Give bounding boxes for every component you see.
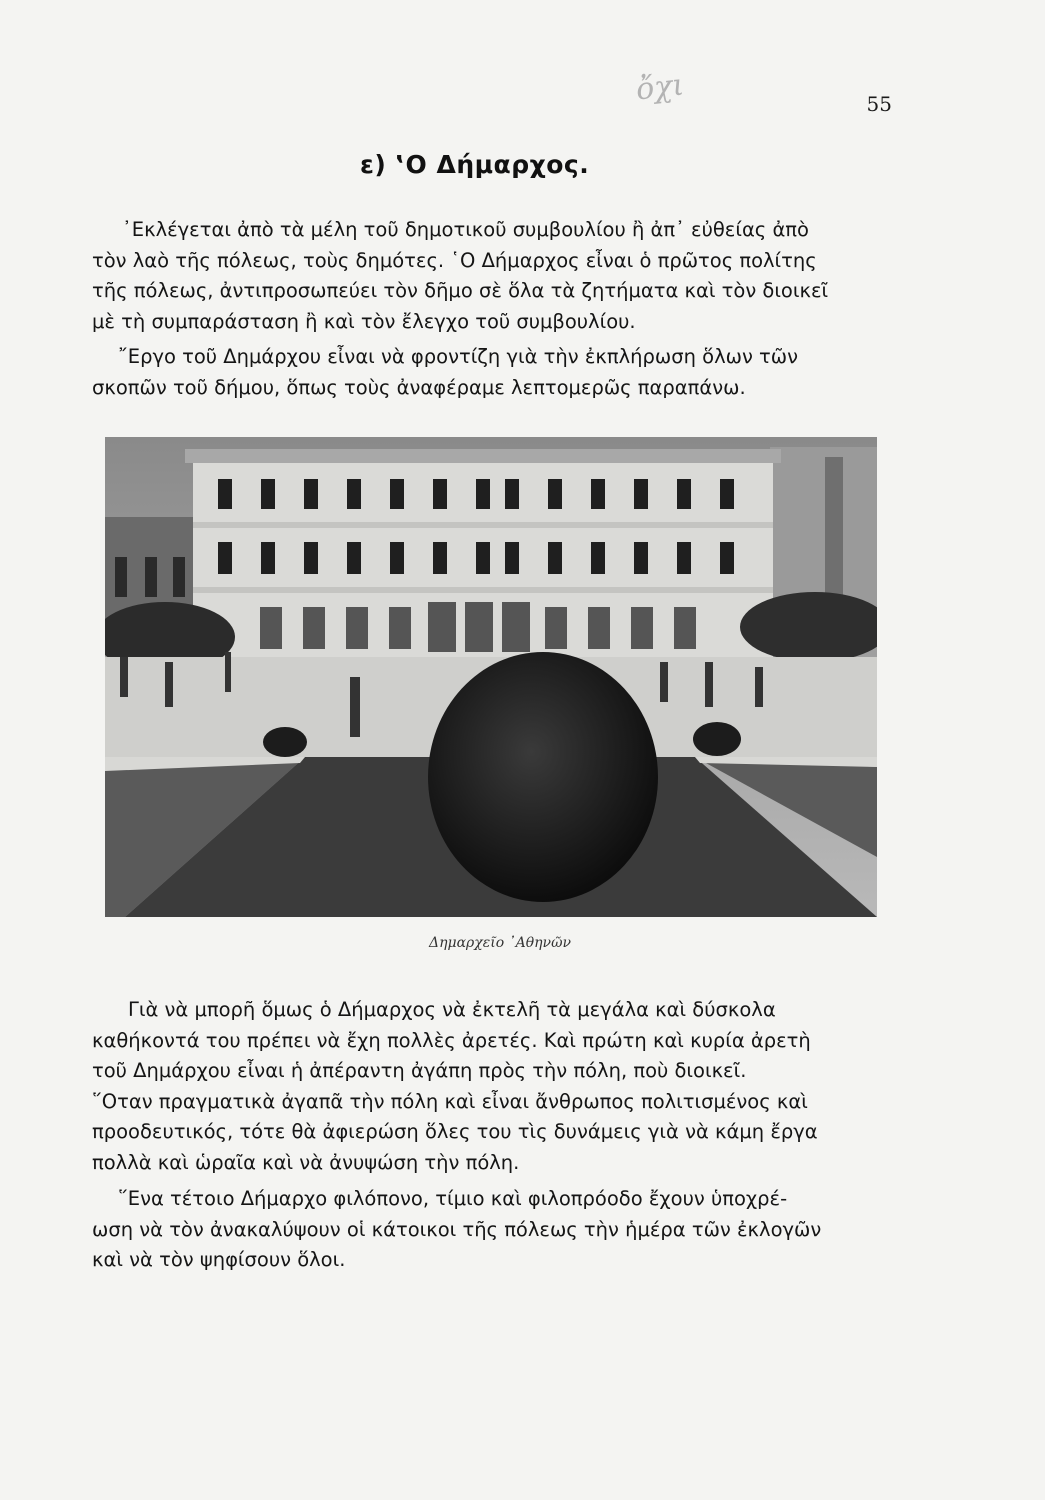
text-line: τοῦ Δημάρχου εἶναι ἡ ἀπέραντη ἀγάπη πρὸς τὴν πόλη, ποὺ διοικεῖ.	[92, 1059, 747, 1082]
text-line: προοδευτικός, τότε θὰ ἀφιερώση ὅλες του τὶς δυνάμεις γιὰ νὰ κάμη ἔργα	[92, 1120, 818, 1143]
text-line: ῎Εργο τοῦ Δημάρχου εἶναι νὰ φροντίζη γιὰ τὴν ἐκπλήρωση ὅλων τῶν	[118, 345, 799, 368]
page-number: 55	[866, 92, 892, 116]
text-line: καθήκοντά του πρέπει νὰ ἔχη πολλὲς ἀρετές. Καὶ πρώτη καὶ κυρία ἀρετὴ	[92, 1028, 811, 1052]
text-line: ᾿Εκλέγεται ἀπὸ τὰ μέλη τοῦ δημοτικοῦ συμβουλίου ἢ ἀπ᾿ εὐθείας ἀπὸ	[122, 218, 809, 241]
paragraph-election	[92, 215, 828, 337]
text-line: καὶ νὰ τὸν ψηφίσουν ὅλοι.	[92, 1248, 346, 1271]
text-line: Γιὰ νὰ μπορῆ ὅμως ὁ Δήμαρχος νὰ ἐκτελῆ τὰ μεγάλα καὶ δύσκολα	[128, 998, 776, 1021]
text-line: ωση νὰ τὸν ἀνακαλύψουν οἱ κάτοικοι τῆς πόλεως τὴν ἡμέρα τῶν ἐκλογῶν	[92, 1217, 822, 1241]
text-line: μὲ τὴ συμπαράσταση ἢ καὶ τὸν ἔλεγχο τοῦ συμβουλίου.	[92, 309, 636, 333]
text-line: σκοπῶν τοῦ δήμου, ὅπως τοὺς ἀναφέραμε λεπτομερῶς παραπάνω.	[92, 375, 746, 399]
text-line: πολλὰ καὶ ὡραῖα καὶ νὰ ἀνυψώση τὴν πόλη.	[92, 1150, 520, 1174]
text-line: τὸν λαὸ τῆς πόλεως, τοὺς δημότες. ῾Ο Δήμαρχος εἶναι ὁ πρῶτος πολίτης	[92, 248, 817, 272]
paragraph-virtues	[92, 995, 818, 1178]
paragraph-elect-good-mayor	[92, 1184, 821, 1276]
photo-caption: Δημαρχεῖο ᾿Αθηνῶν	[428, 935, 571, 951]
city-hall-illustration	[105, 437, 877, 917]
text-line: ῞Ενα τέτοιο Δήμαρχο φιλόπονο, τίμιο καὶ φιλοπρόοδο ἔχουν ὑποχρέ-	[118, 1187, 788, 1210]
city-hall-photo	[105, 437, 877, 917]
section-heading: ε) ‛Ο Δήμαρχος.	[360, 150, 590, 179]
paragraph-duties	[92, 342, 798, 403]
text-line: τῆς πόλεως, ἀντιπροσωπεύει τὸν δῆμο σὲ ὅλα τὰ ζητήματα καὶ τὸν διοικεῖ	[92, 279, 829, 302]
handwritten-note: ὄχι	[634, 67, 686, 108]
text-line: ῞Οταν πραγματικὰ ἀγαπᾶ τὴν πόλη καὶ εἶναι ἄνθρωπος πολιτισμένος καὶ	[92, 1089, 808, 1113]
